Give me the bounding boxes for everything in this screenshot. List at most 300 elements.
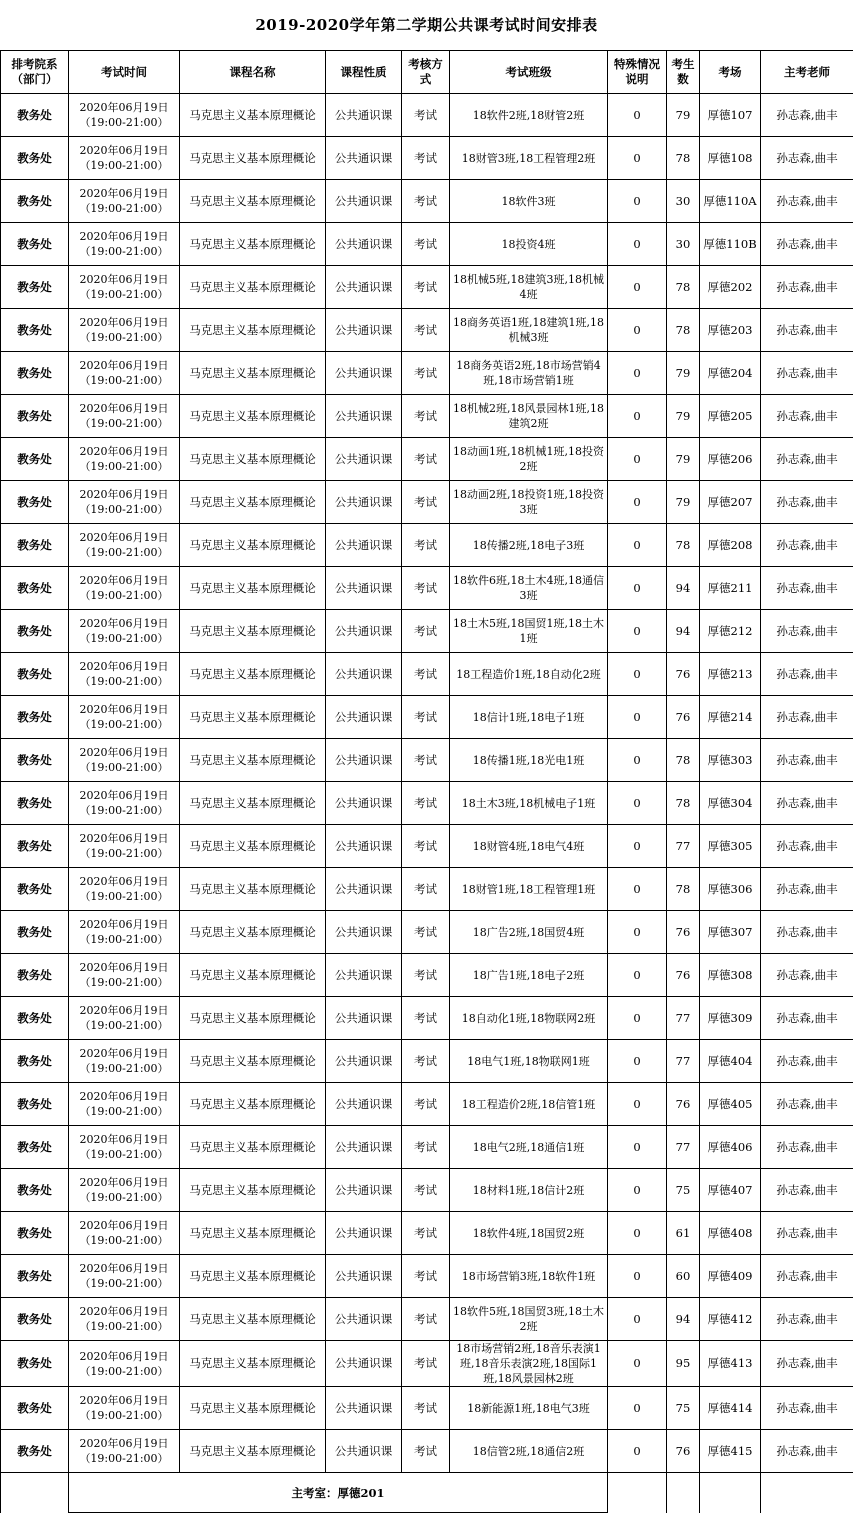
table-row — [1, 180, 853, 223]
exam-room-cell: 厚德404 — [700, 1040, 761, 1083]
exam-hours: （19:00-21:00） — [79, 546, 169, 559]
exam-schedule-table — [0, 50, 853, 1513]
course-nature-cell: 公共通识课 — [326, 266, 402, 309]
dept-cell: 教务处 — [1, 137, 69, 180]
student-count-cell: 78 — [667, 266, 700, 309]
exam-time-cell — [69, 997, 180, 1040]
exam-time-cell — [69, 1298, 180, 1341]
exam-hours: （19:00-21:00） — [79, 1148, 169, 1161]
exam-hours: （19:00-21:00） — [79, 1019, 169, 1032]
exam-hours: （19:00-21:00） — [79, 761, 169, 774]
exam-hours: （19:00-21:00） — [79, 847, 169, 860]
teacher-cell: 孙志森,曲丰 — [761, 481, 853, 524]
special-note-cell: 0 — [608, 653, 667, 696]
student-count-cell: 76 — [667, 1430, 700, 1473]
exam-method-cell: 考试 — [402, 653, 450, 696]
exam-hours: （19:00-21:00） — [79, 503, 169, 516]
table-row — [1, 223, 853, 266]
exam-method-cell: 考试 — [402, 223, 450, 266]
teacher-cell: 孙志森,曲丰 — [761, 567, 853, 610]
exam-hours: （19:00-21:00） — [79, 331, 169, 344]
exam-method-cell: 考试 — [402, 911, 450, 954]
course-nature-cell: 公共通识课 — [326, 180, 402, 223]
student-count-cell: 78 — [667, 309, 700, 352]
teacher-cell: 孙志森,曲丰 — [761, 1255, 853, 1298]
dept-cell: 教务处 — [1, 567, 69, 610]
special-note-cell: 0 — [608, 911, 667, 954]
table-row — [1, 868, 853, 911]
exam-time-cell — [69, 223, 180, 266]
exam-time-cell — [69, 438, 180, 481]
exam-date: 2020年06月19日 — [79, 703, 169, 716]
dept-cell: 教务处 — [1, 352, 69, 395]
student-count-cell: 78 — [667, 137, 700, 180]
exam-date: 2020年06月19日 — [79, 1305, 169, 1318]
course-nature-cell: 公共通识课 — [326, 825, 402, 868]
exam-method-cell: 考试 — [402, 1255, 450, 1298]
course-name-cell: 马克思主义基本原理概论 — [180, 309, 326, 352]
exam-method-cell: 考试 — [402, 309, 450, 352]
header-row — [1, 51, 853, 94]
table-row — [1, 696, 853, 739]
course-name-cell: 马克思主义基本原理概论 — [180, 266, 326, 309]
teacher-cell: 孙志森,曲丰 — [761, 997, 853, 1040]
exam-time-cell — [69, 1255, 180, 1298]
student-count-cell: 94 — [667, 1298, 700, 1341]
exam-method-cell: 考试 — [402, 1083, 450, 1126]
exam-method-cell: 考试 — [402, 997, 450, 1040]
teacher-cell: 孙志森,曲丰 — [761, 395, 853, 438]
special-note-cell: 0 — [608, 352, 667, 395]
course-name-cell: 马克思主义基本原理概论 — [180, 653, 326, 696]
exam-room-cell: 厚德206 — [700, 438, 761, 481]
special-note-cell: 0 — [608, 395, 667, 438]
exam-classes-cell: 18新能源1班,18电气3班 — [450, 1387, 608, 1430]
special-note-cell: 0 — [608, 524, 667, 567]
exam-time-cell — [69, 567, 180, 610]
exam-classes-cell: 18信计1班,18电子1班 — [450, 696, 608, 739]
dept-cell: 教务处 — [1, 739, 69, 782]
special-note-cell: 0 — [608, 610, 667, 653]
table-row — [1, 954, 853, 997]
dept-cell: 教务处 — [1, 94, 69, 137]
exam-date: 2020年06月19日 — [79, 1047, 169, 1060]
exam-date: 2020年06月19日 — [79, 1437, 169, 1450]
special-note-cell: 0 — [608, 309, 667, 352]
exam-method-cell: 考试 — [402, 868, 450, 911]
special-note-cell: 0 — [608, 180, 667, 223]
dept-cell: 教务处 — [1, 653, 69, 696]
exam-time-cell — [69, 1126, 180, 1169]
exam-time-cell — [69, 653, 180, 696]
teacher-cell: 孙志森,曲丰 — [761, 223, 853, 266]
course-nature-cell: 公共通识课 — [326, 1298, 402, 1341]
course-name-cell: 马克思主义基本原理概论 — [180, 1169, 326, 1212]
exam-room-cell: 厚德307 — [700, 911, 761, 954]
exam-hours: （19:00-21:00） — [79, 288, 169, 301]
table-row — [1, 825, 853, 868]
special-note-cell: 0 — [608, 997, 667, 1040]
dept-cell: 教务处 — [1, 954, 69, 997]
table-row — [1, 137, 853, 180]
student-count-cell: 75 — [667, 1387, 700, 1430]
exam-date: 2020年06月19日 — [79, 660, 169, 673]
teacher-cell: 孙志森,曲丰 — [761, 1387, 853, 1430]
student-count-cell: 94 — [667, 610, 700, 653]
exam-hours: （19:00-21:00） — [79, 1191, 169, 1204]
exam-room-cell: 厚德409 — [700, 1255, 761, 1298]
table-row — [1, 352, 853, 395]
special-note-cell: 0 — [608, 739, 667, 782]
exam-time-cell — [69, 868, 180, 911]
student-count-cell: 77 — [667, 997, 700, 1040]
exam-date: 2020年06月19日 — [79, 1176, 169, 1189]
special-note-cell: 0 — [608, 1212, 667, 1255]
table-row — [1, 309, 853, 352]
exam-hours: （19:00-21:00） — [79, 1062, 169, 1075]
teacher-cell: 孙志森,曲丰 — [761, 309, 853, 352]
dept-cell: 教务处 — [1, 696, 69, 739]
exam-room-cell: 厚德305 — [700, 825, 761, 868]
student-count-cell: 78 — [667, 782, 700, 825]
footer-empty-cell — [700, 1473, 761, 1513]
course-nature-cell: 公共通识课 — [326, 1255, 402, 1298]
special-note-cell: 0 — [608, 567, 667, 610]
course-name-cell: 马克思主义基本原理概论 — [180, 1387, 326, 1430]
dept-cell: 教务处 — [1, 911, 69, 954]
exam-time-cell — [69, 610, 180, 653]
table-row — [1, 997, 853, 1040]
course-nature-cell: 公共通识课 — [326, 1387, 402, 1430]
exam-hours: （19:00-21:00） — [79, 804, 169, 817]
dept-cell: 教务处 — [1, 1126, 69, 1169]
exam-date: 2020年06月19日 — [79, 1004, 169, 1017]
student-count-cell: 77 — [667, 1126, 700, 1169]
exam-method-cell: 考试 — [402, 266, 450, 309]
teacher-cell: 孙志森,曲丰 — [761, 739, 853, 782]
table-row — [1, 1169, 853, 1212]
exam-method-cell: 考试 — [402, 1341, 450, 1387]
teacher-cell: 孙志森,曲丰 — [761, 1298, 853, 1341]
exam-room-cell: 厚德414 — [700, 1387, 761, 1430]
course-nature-cell: 公共通识课 — [326, 309, 402, 352]
table-row — [1, 438, 853, 481]
course-nature-cell: 公共通识课 — [326, 739, 402, 782]
footer-empty-cell — [608, 1473, 667, 1513]
course-name-cell: 马克思主义基本原理概论 — [180, 1255, 326, 1298]
course-name-cell: 马克思主义基本原理概论 — [180, 1298, 326, 1341]
exam-classes-cell: 18动画2班,18投资1班,18投资3班 — [450, 481, 608, 524]
special-note-cell: 0 — [608, 137, 667, 180]
table-row — [1, 567, 853, 610]
exam-room-cell: 厚德110B — [700, 223, 761, 266]
special-note-cell: 0 — [608, 1083, 667, 1126]
exam-time-cell — [69, 825, 180, 868]
exam-time-cell — [69, 180, 180, 223]
exam-method-cell: 考试 — [402, 1298, 450, 1341]
course-name-cell: 马克思主义基本原理概论 — [180, 1212, 326, 1255]
exam-date: 2020年06月19日 — [79, 488, 169, 501]
course-name-cell: 马克思主义基本原理概论 — [180, 567, 326, 610]
dept-cell: 教务处 — [1, 1169, 69, 1212]
table-row — [1, 653, 853, 696]
special-note-cell: 0 — [608, 1040, 667, 1083]
footer-empty-cell — [667, 1473, 700, 1513]
exam-hours: （19:00-21:00） — [79, 589, 169, 602]
course-nature-cell: 公共通识课 — [326, 1430, 402, 1473]
student-count-cell: 79 — [667, 481, 700, 524]
exam-method-cell: 考试 — [402, 567, 450, 610]
exam-date: 2020年06月19日 — [79, 402, 169, 415]
teacher-cell: 孙志森,曲丰 — [761, 94, 853, 137]
dept-cell: 教务处 — [1, 395, 69, 438]
exam-date: 2020年06月19日 — [79, 316, 169, 329]
exam-method-cell: 考试 — [402, 1040, 450, 1083]
exam-hours: （19:00-21:00） — [79, 460, 169, 473]
course-nature-cell: 公共通识课 — [326, 1341, 402, 1387]
dept-cell: 教务处 — [1, 1040, 69, 1083]
student-count-cell: 76 — [667, 696, 700, 739]
student-count-cell: 76 — [667, 1083, 700, 1126]
exam-method-cell: 考试 — [402, 438, 450, 481]
main-exam-room: 主考室：厚德201 — [69, 1473, 608, 1513]
course-name-cell: 马克思主义基本原理概论 — [180, 94, 326, 137]
table-row — [1, 1341, 853, 1387]
exam-method-cell: 考试 — [402, 94, 450, 137]
student-count-cell: 95 — [667, 1341, 700, 1387]
teacher-cell: 孙志森,曲丰 — [761, 610, 853, 653]
special-note-cell: 0 — [608, 1341, 667, 1387]
table-row — [1, 610, 853, 653]
exam-hours: （19:00-21:00） — [79, 1234, 169, 1247]
student-count-cell: 94 — [667, 567, 700, 610]
student-count-cell: 79 — [667, 352, 700, 395]
exam-date: 2020年06月19日 — [79, 918, 169, 931]
exam-method-cell: 考试 — [402, 180, 450, 223]
course-nature-cell: 公共通识课 — [326, 1083, 402, 1126]
table-row — [1, 911, 853, 954]
page-title: 2019-2020学年第二学期公共课考试时间安排表 — [255, 16, 598, 34]
exam-classes-cell: 18材料1班,18信计2班 — [450, 1169, 608, 1212]
special-note-cell: 0 — [608, 438, 667, 481]
exam-time-cell — [69, 1212, 180, 1255]
exam-time-cell — [69, 1430, 180, 1473]
header-time: 考试时间 — [69, 51, 180, 94]
table-row — [1, 1430, 853, 1473]
course-name-cell: 马克思主义基本原理概论 — [180, 825, 326, 868]
exam-hours: （19:00-21:00） — [79, 1277, 169, 1290]
exam-date: 2020年06月19日 — [79, 832, 169, 845]
exam-classes-cell: 18软件5班,18国贸3班,18土木2班 — [450, 1298, 608, 1341]
student-count-cell: 77 — [667, 1040, 700, 1083]
exam-hours: （19:00-21:00） — [79, 374, 169, 387]
exam-classes-cell: 18土木3班,18机械电子1班 — [450, 782, 608, 825]
header-room: 考场 — [700, 51, 761, 94]
student-count-cell: 79 — [667, 438, 700, 481]
exam-time-cell — [69, 1169, 180, 1212]
exam-room-cell: 厚德107 — [700, 94, 761, 137]
course-name-cell: 马克思主义基本原理概论 — [180, 782, 326, 825]
exam-classes-cell: 18工程造价2班,18信管1班 — [450, 1083, 608, 1126]
exam-date: 2020年06月19日 — [79, 144, 169, 157]
exam-time-cell — [69, 1083, 180, 1126]
exam-date: 2020年06月19日 — [79, 1349, 169, 1363]
exam-room-cell: 厚德412 — [700, 1298, 761, 1341]
course-nature-cell: 公共通识课 — [326, 653, 402, 696]
teacher-cell: 孙志森,曲丰 — [761, 266, 853, 309]
exam-room-cell: 厚德207 — [700, 481, 761, 524]
teacher-cell: 孙志森,曲丰 — [761, 1212, 853, 1255]
table-row — [1, 395, 853, 438]
dept-cell: 教务处 — [1, 1212, 69, 1255]
exam-classes-cell: 18电气1班,18物联网1班 — [450, 1040, 608, 1083]
exam-hours: （19:00-21:00） — [79, 245, 169, 258]
special-note-cell: 0 — [608, 1387, 667, 1430]
exam-hours: （19:00-21:00） — [79, 1105, 169, 1118]
dept-cell: 教务处 — [1, 223, 69, 266]
student-count-cell: 77 — [667, 825, 700, 868]
exam-time-cell — [69, 309, 180, 352]
student-count-cell: 60 — [667, 1255, 700, 1298]
exam-classes-cell: 18土木5班,18国贸1班,18土木1班 — [450, 610, 608, 653]
table-row — [1, 1040, 853, 1083]
exam-hours: （19:00-21:00） — [79, 632, 169, 645]
course-name-cell: 马克思主义基本原理概论 — [180, 395, 326, 438]
exam-hours: （19:00-21:00） — [79, 417, 169, 430]
dept-cell: 教务处 — [1, 309, 69, 352]
student-count-cell: 76 — [667, 653, 700, 696]
header-classes: 考试班级 — [450, 51, 608, 94]
student-count-cell: 78 — [667, 868, 700, 911]
exam-hours: （19:00-21:00） — [79, 718, 169, 731]
student-count-cell: 30 — [667, 223, 700, 266]
header-teacher: 主考老师 — [761, 51, 853, 94]
course-name-cell: 马克思主义基本原理概论 — [180, 180, 326, 223]
special-note-cell: 0 — [608, 1126, 667, 1169]
exam-hours: （19:00-21:00） — [79, 202, 169, 215]
course-name-cell: 马克思主义基本原理概论 — [180, 954, 326, 997]
exam-time-cell — [69, 954, 180, 997]
exam-time-cell — [69, 524, 180, 567]
course-nature-cell: 公共通识课 — [326, 782, 402, 825]
exam-room-cell: 厚德408 — [700, 1212, 761, 1255]
exam-room-cell: 厚德308 — [700, 954, 761, 997]
exam-method-cell: 考试 — [402, 1212, 450, 1255]
exam-date: 2020年06月19日 — [79, 273, 169, 286]
table-row — [1, 1083, 853, 1126]
course-name-cell: 马克思主义基本原理概论 — [180, 911, 326, 954]
special-note-cell: 0 — [608, 1169, 667, 1212]
table-row — [1, 1126, 853, 1169]
exam-method-cell: 考试 — [402, 825, 450, 868]
exam-method-cell: 考试 — [402, 1430, 450, 1473]
student-count-cell: 75 — [667, 1169, 700, 1212]
exam-date: 2020年06月19日 — [79, 1262, 169, 1275]
exam-time-cell — [69, 395, 180, 438]
exam-room-cell: 厚德303 — [700, 739, 761, 782]
course-name-cell: 马克思主义基本原理概论 — [180, 524, 326, 567]
student-count-cell: 79 — [667, 395, 700, 438]
exam-hours: （19:00-21:00） — [79, 1364, 169, 1378]
course-name-cell: 马克思主义基本原理概论 — [180, 137, 326, 180]
course-nature-cell: 公共通识课 — [326, 438, 402, 481]
dept-cell: 教务处 — [1, 1083, 69, 1126]
student-count-cell: 78 — [667, 739, 700, 782]
exam-method-cell: 考试 — [402, 395, 450, 438]
exam-date: 2020年06月19日 — [79, 875, 169, 888]
teacher-cell: 孙志森,曲丰 — [761, 1430, 853, 1473]
table-row — [1, 1298, 853, 1341]
table-row — [1, 481, 853, 524]
course-name-cell: 马克思主义基本原理概论 — [180, 1040, 326, 1083]
special-note-cell: 0 — [608, 1255, 667, 1298]
exam-hours: （19:00-21:00） — [79, 890, 169, 903]
course-nature-cell: 公共通识课 — [326, 997, 402, 1040]
course-nature-cell: 公共通识课 — [326, 395, 402, 438]
exam-classes-cell: 18工程造价1班,18自动化2班 — [450, 653, 608, 696]
exam-classes-cell: 18市场营销3班,18软件1班 — [450, 1255, 608, 1298]
exam-room-cell: 厚德203 — [700, 309, 761, 352]
dept-cell: 教务处 — [1, 266, 69, 309]
table-row — [1, 739, 853, 782]
dept-cell: 教务处 — [1, 481, 69, 524]
exam-time-cell — [69, 739, 180, 782]
exam-method-cell: 考试 — [402, 739, 450, 782]
exam-classes-cell: 18软件3班 — [450, 180, 608, 223]
dept-cell: 教务处 — [1, 782, 69, 825]
exam-method-cell: 考试 — [402, 954, 450, 997]
teacher-cell: 孙志森,曲丰 — [761, 782, 853, 825]
exam-room-cell: 厚德212 — [700, 610, 761, 653]
exam-room-cell: 厚德202 — [700, 266, 761, 309]
special-note-cell: 0 — [608, 696, 667, 739]
header-course: 课程名称 — [180, 51, 326, 94]
exam-classes-cell: 18传播1班,18光电1班 — [450, 739, 608, 782]
course-nature-cell: 公共通识课 — [326, 567, 402, 610]
exam-method-cell: 考试 — [402, 352, 450, 395]
exam-room-cell: 厚德213 — [700, 653, 761, 696]
special-note-cell: 0 — [608, 825, 667, 868]
teacher-cell: 孙志森,曲丰 — [761, 868, 853, 911]
teacher-cell: 孙志森,曲丰 — [761, 1083, 853, 1126]
student-count-cell: 79 — [667, 94, 700, 137]
course-name-cell: 马克思主义基本原理概论 — [180, 1083, 326, 1126]
exam-time-cell — [69, 266, 180, 309]
exam-date: 2020年06月19日 — [79, 101, 169, 114]
header-method: 考核方式 — [402, 51, 450, 94]
course-name-cell: 马克思主义基本原理概论 — [180, 868, 326, 911]
exam-date: 2020年06月19日 — [79, 1133, 169, 1146]
exam-classes-cell: 18投资4班 — [450, 223, 608, 266]
special-note-cell: 0 — [608, 1298, 667, 1341]
exam-classes-cell: 18市场营销2班,18音乐表演1班,18音乐表演2班,18国际1班,18风景园林2班 — [450, 1341, 608, 1387]
exam-room-cell: 厚德309 — [700, 997, 761, 1040]
exam-time-cell — [69, 782, 180, 825]
exam-date: 2020年06月19日 — [79, 574, 169, 587]
exam-hours: （19:00-21:00） — [79, 1452, 169, 1465]
exam-time-cell — [69, 1040, 180, 1083]
exam-room-cell: 厚德415 — [700, 1430, 761, 1473]
exam-date: 2020年06月19日 — [79, 617, 169, 630]
course-name-cell: 马克思主义基本原理概论 — [180, 610, 326, 653]
teacher-cell: 孙志森,曲丰 — [761, 524, 853, 567]
dept-cell: 教务处 — [1, 1430, 69, 1473]
student-count-cell: 30 — [667, 180, 700, 223]
exam-room-cell: 厚德204 — [700, 352, 761, 395]
dept-cell: 教务处 — [1, 524, 69, 567]
course-nature-cell: 公共通识课 — [326, 1040, 402, 1083]
exam-room-cell: 厚德304 — [700, 782, 761, 825]
